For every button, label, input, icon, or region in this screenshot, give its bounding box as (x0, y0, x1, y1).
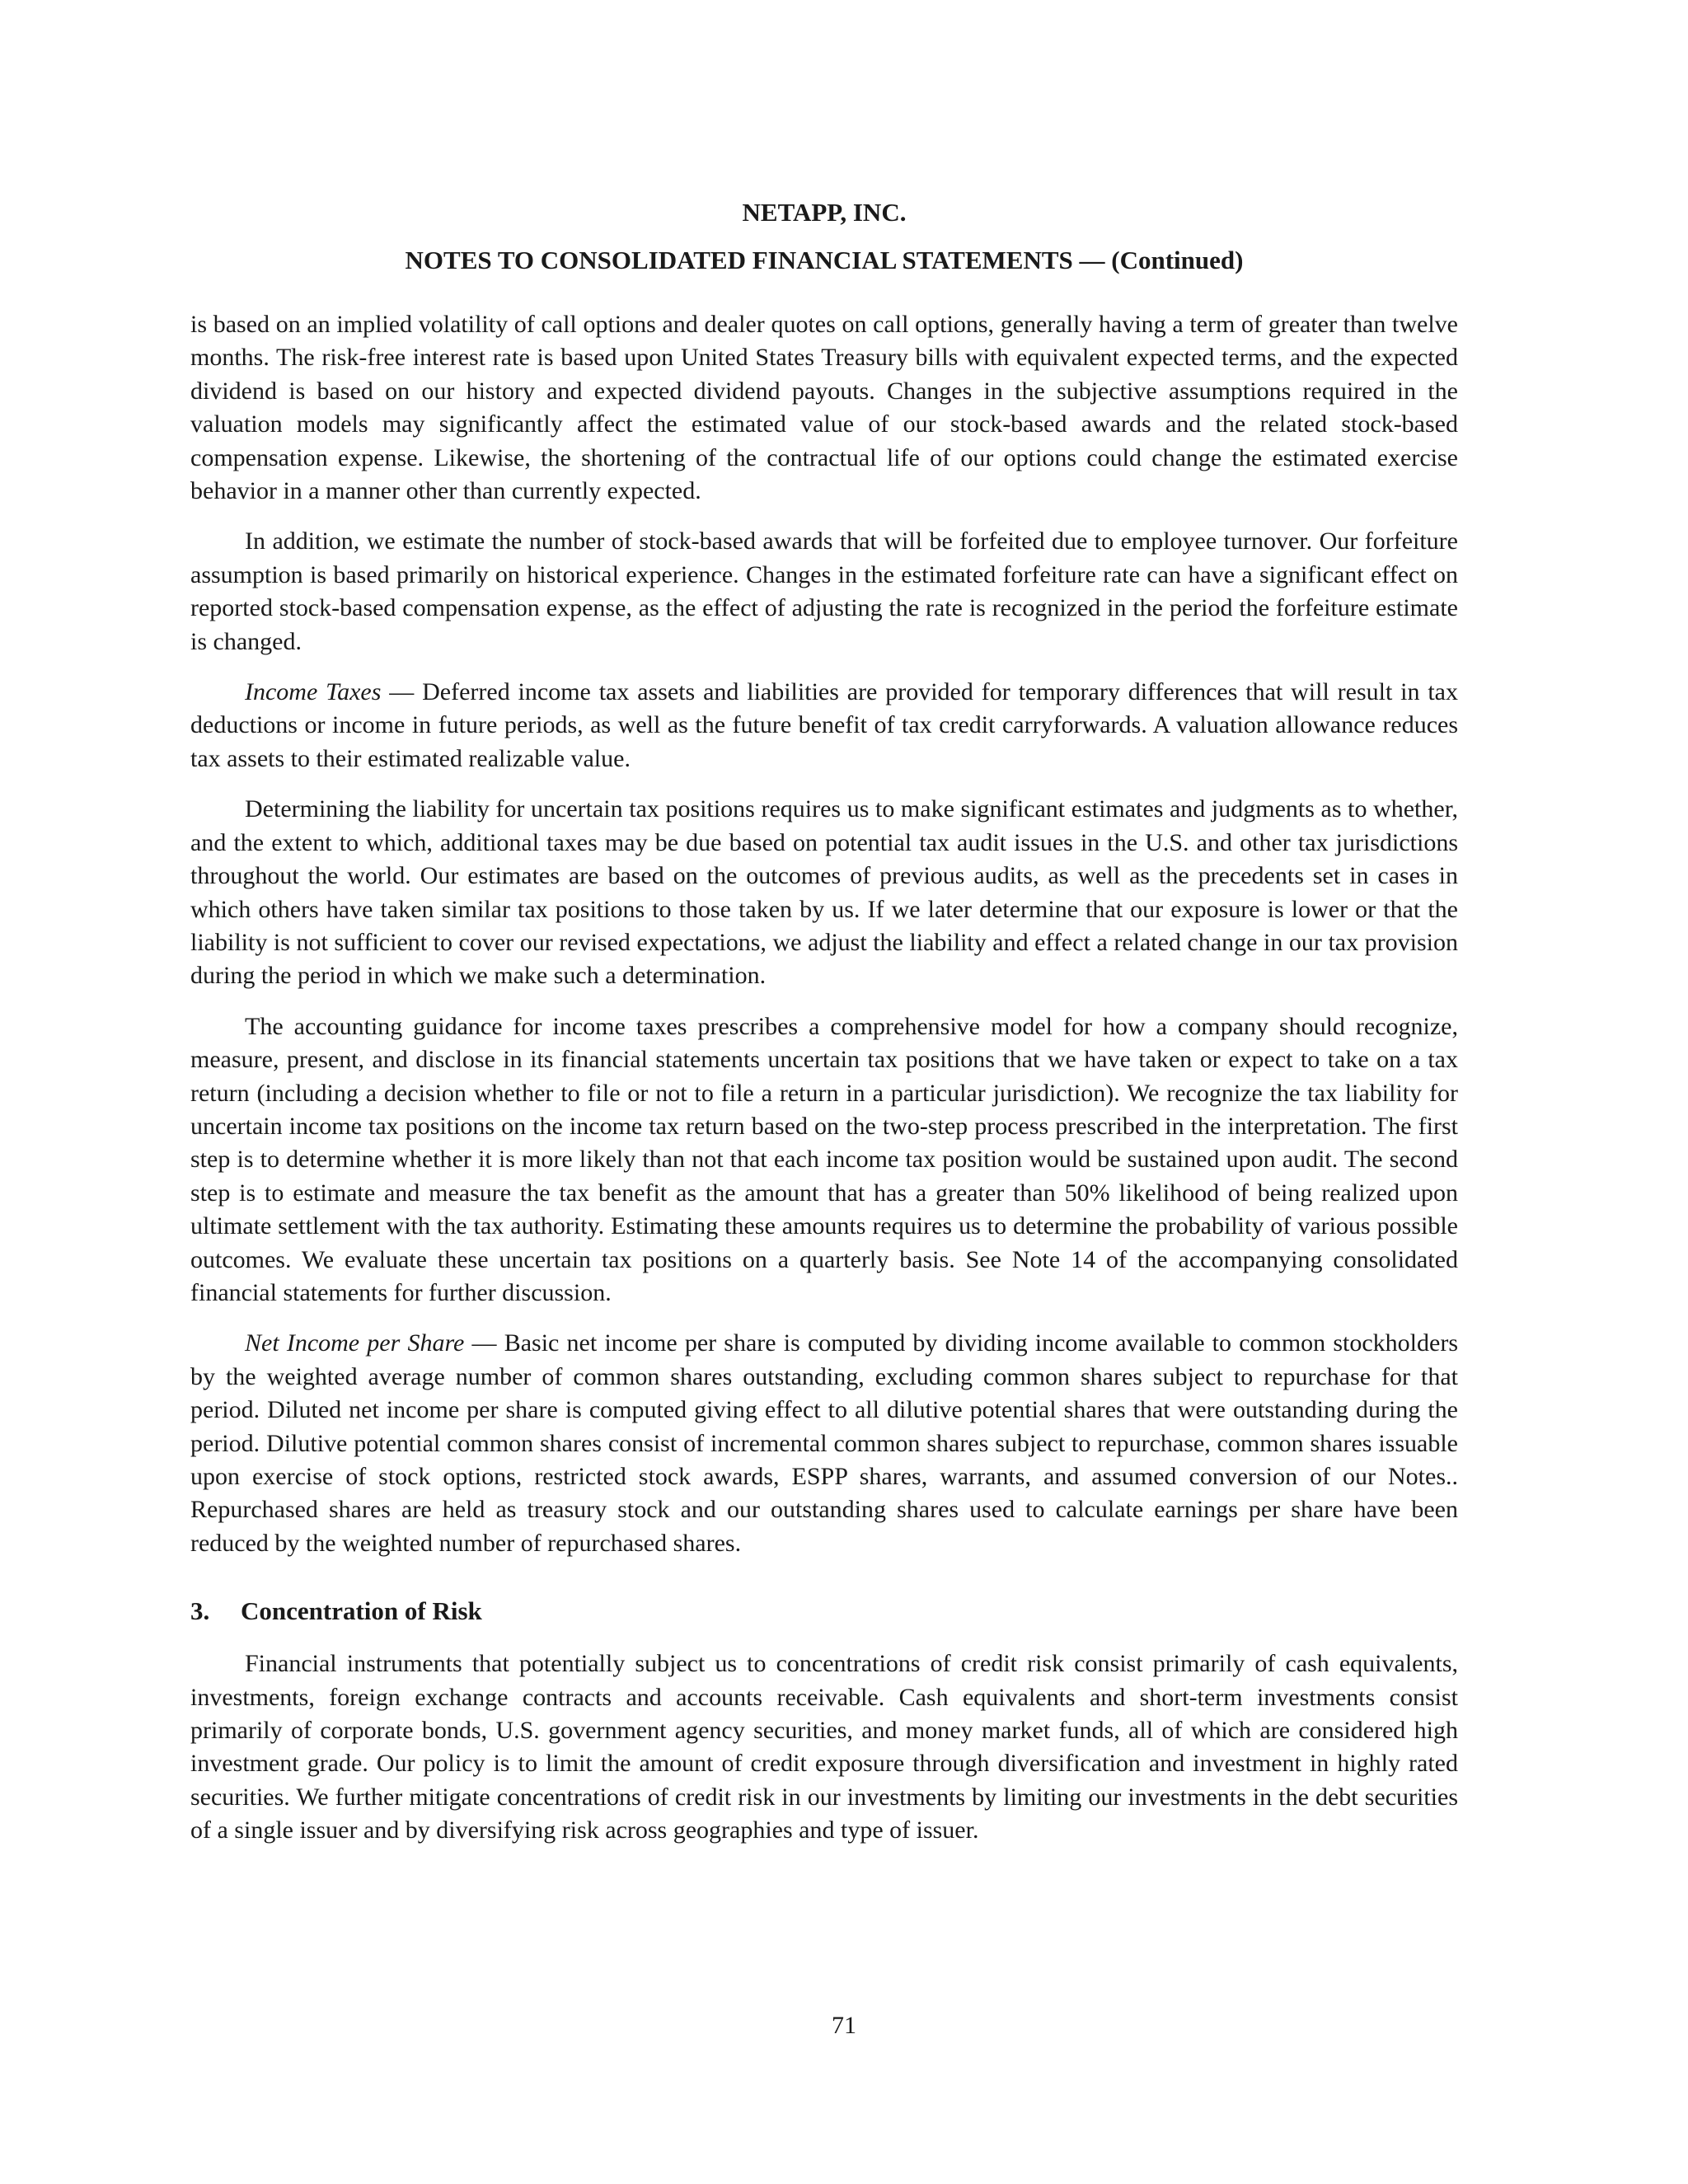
paragraph-net-income (190, 1327, 1458, 1560)
paragraph-accounting-guidance: The accounting guidance for income taxes prescribes a comprehensive model for how a company should recognize, measure, present, and disclose in its financial statements uncertain tax positions that we have taken or expect to take on a tax return (including a decision whether to file or not to file a return in a particular jurisdiction). We recognize the tax liability for uncertain income tax positions on the income tax return based on the two-step process prescribed in the interpretation. The first step is to determine whether it is more likely than not that each income tax position would be sustained upon audit. The second step is to estimate and measure the tax benefit as the amount that has a greater than 50% likelihood of being realized upon ultimate settlement with the tax authority. Estimating these amounts requires us to determine the probability of various possible outcomes. We evaluate these uncertain tax positions on a quarterly basis. See Note 14 of the accompanying consolidated financial statements for further discussion. (190, 1012, 1458, 1306)
paragraph-credit-risk: Financial instruments that potentially subject us to concentrations of credit risk consist primarily of cash equivalents, investments, foreign exchange contracts and accounts receivable. Cash equivalents and short-term investments consist primarily of corporate bonds, U.S. government agency securities, and money market funds, all of which are considered high investment grade. Our policy is to limit the amount of credit exposure through diversification and investment in highly rated securities. We further mitigate concentrations of credit risk in our investments by limiting our investments in the debt securities of a single issuer and by diversifying risk across geographies and type of issuer. (190, 1650, 1458, 1844)
document-page (190, 196, 1458, 1865)
paragraph-forfeiture: In addition, we estimate the number of stock-based awards that will be forfeited due to employee turnover. Our forfeiture assumption is based primarily on historical experience. Changes in the estimated forfeiture rate can have a significant effect on reported stock-based compensation expense, as the effect of adjusting the rate is recognized in the period the forfeiture estimate is changed. (190, 527, 1458, 655)
notes-title: NOTES TO CONSOLIDATED FINANCIAL STATEMENTS — (Continued) (405, 246, 1244, 274)
paragraph-income-taxes (190, 676, 1458, 776)
paragraph-uncertain-tax: Determining the liability for uncertain tax positions requires us to make significant estimates and judgments as to whether, and the extent to which, additional taxes may be due based on potential tax audit issues in the U.S. and other tax jurisdictions throughout the world. Our estimates are based on the outcomes of previous audits, as well as the precedents set in cases in which others have taken similar tax positions to those taken by us. If we later determine that our exposure is lower or that the liability is not sufficient to cover our revised expectations, we adjust the liability and effect a related change in our tax provision during the period in which we make such a determination. (190, 795, 1458, 990)
income-taxes-lead: Income Taxes (245, 678, 382, 706)
income-taxes-text: — Deferred income tax assets and liabilities are provided for temporary differences that will result in tax deductions or income in future periods, as well as the future benefit of tax credit carryforwards. A valuation allowance reduces tax assets to their estimated realizable value. (190, 678, 1458, 772)
section-heading (190, 1595, 1458, 1628)
page-number: 71 (832, 2012, 856, 2039)
section-number: 3. (190, 1596, 210, 1626)
section-title: Concentration of Risk (241, 1596, 482, 1626)
paragraph-volatility: is based on an implied volatility of call options and dealer quotes on call options, generally having a term of greater than twelve months. The risk-free interest rate is based upon United States Treasury bills with equivalent expected terms, and the expected dividend is based on our history and expected dividend payouts. Changes in the subjective assumptions required in the valuation models may significantly affect the estimated value of our stock-based awards and the related stock-based compensation expense. Likewise, the shortening of the contractual life of our options could change the estimated exercise behavior in a manner other than currently expected. (190, 311, 1458, 505)
company-name: NETAPP, INC. (742, 198, 907, 227)
net-income-text: — Basic net income per share is computed by dividing income available to common stockholders by the weighted average number of common shares outstanding, excluding common shares subject to repurchase for that period. Diluted net income per share is computed giving effect to all dilutive potential shares that were outstanding during the period. Dilutive potential common shares consist of incremental common shares subject to repurchase, common shares issuable upon exercise of stock options, restricted stock awards, ESPP shares, warrants, and assumed conversion of our Notes.. Repurchased shares are held as treasury stock and our outstanding shares used to calculate earnings per share have been reduced by the weighted number of repurchased shares. (190, 1329, 1458, 1557)
net-income-lead: Net Income per Share (245, 1329, 465, 1357)
